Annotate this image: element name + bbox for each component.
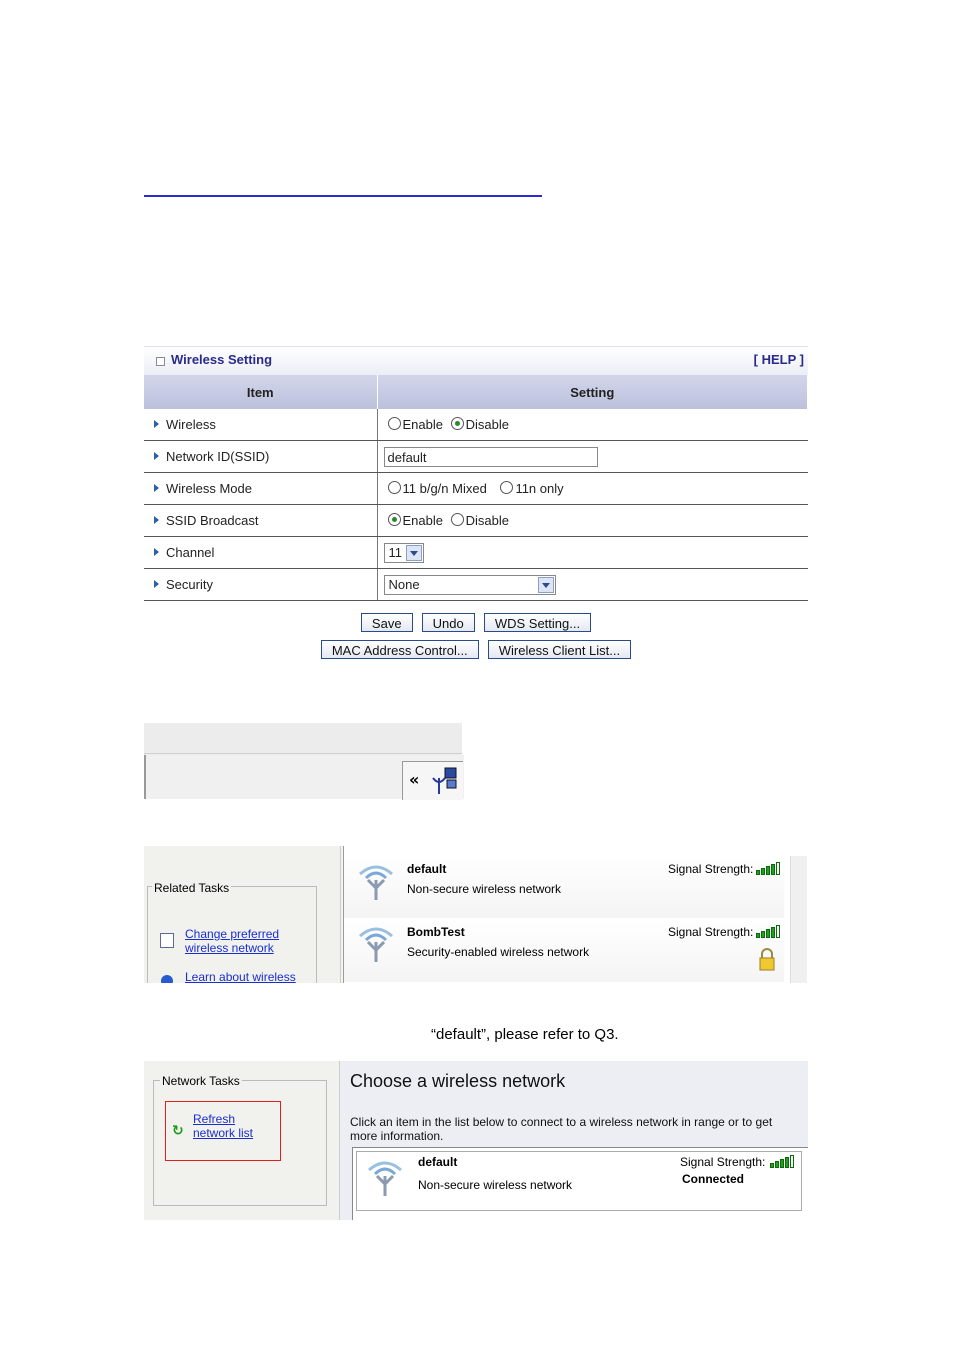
channel-select[interactable]: [384, 543, 425, 563]
mode-mixed-label: 11 b/g/n Mixed: [402, 481, 487, 496]
save-button[interactable]: Save: [361, 613, 413, 632]
connection-status: Connected: [682, 1172, 745, 1186]
broadcast-disable-label: Disable: [465, 513, 509, 528]
channel-value: 11: [388, 545, 402, 560]
scrollbar[interactable]: [790, 856, 807, 983]
network-list: [343, 846, 808, 983]
broadcast-enable-label: Enable: [402, 513, 443, 528]
table-row: [144, 441, 808, 473]
broadcast-disable-radio[interactable]: [451, 513, 464, 526]
chevron-down-icon[interactable]: [406, 545, 422, 561]
info-icon: [161, 975, 173, 983]
signal-strength-label: Signal Strength:: [680, 1155, 766, 1169]
wireless-disable-radio[interactable]: [451, 417, 464, 430]
lock-icon: [758, 948, 776, 972]
expand-tray-icon[interactable]: «: [409, 770, 420, 789]
row-label-broadcast: SSID Broadcast: [144, 505, 377, 537]
wds-setting-button[interactable]: WDS Setting...: [484, 613, 591, 632]
page-title: Choose a wireless network: [350, 1071, 566, 1091]
signal-strength-label: Signal Strength:: [668, 862, 754, 876]
link-line-1[interactable]: Refresh: [193, 1112, 236, 1126]
network-description: Non-secure wireless network: [418, 1178, 573, 1192]
chevron-down-icon[interactable]: [538, 577, 554, 593]
refresh-network-list-link[interactable]: [193, 1112, 253, 1140]
button-row-2: [144, 640, 808, 659]
choose-wireless-network-screenshot: [144, 1061, 808, 1220]
ssid-input[interactable]: default: [384, 447, 598, 467]
mode-11n-radio[interactable]: [500, 481, 513, 494]
security-value: None: [388, 577, 420, 592]
table-row: [144, 473, 808, 505]
network-name: default: [418, 1155, 458, 1169]
signal-bars-icon: [770, 1155, 794, 1168]
preferred-network-icon: [160, 933, 174, 948]
hyperlink-underline: [144, 195, 542, 197]
settings-table: [144, 375, 808, 601]
network-description: Security-enabled wireless network: [407, 945, 590, 959]
link-line-2[interactable]: network list: [193, 1126, 254, 1140]
list-item[interactable]: [356, 1151, 802, 1211]
list-item[interactable]: [344, 856, 784, 918]
mac-address-control-button[interactable]: MAC Address Control...: [321, 640, 479, 659]
task-sidebar: [144, 846, 341, 983]
wireless-enable-radio[interactable]: [388, 417, 401, 430]
help-link[interactable]: [ HELP ]: [753, 352, 804, 367]
change-preferred-link[interactable]: [185, 927, 279, 955]
caption-text: “default”, please refer to Q3.: [431, 1026, 619, 1043]
wireless-antenna-icon: [365, 1158, 405, 1198]
divider: [144, 753, 462, 754]
link-line-1[interactable]: Change preferred: [185, 927, 280, 941]
list-item[interactable]: [344, 920, 784, 982]
row-label-security: Security: [144, 569, 377, 601]
signal-strength-label: Signal Strength:: [668, 925, 754, 939]
table-row: [144, 537, 808, 569]
network-list: [352, 1147, 808, 1220]
wireless-network-list-screenshot: [144, 846, 808, 983]
security-select[interactable]: [384, 575, 556, 595]
signal-bars-icon: [756, 862, 780, 875]
panel-title: Wireless Setting: [171, 352, 273, 367]
taskbar-screenshot: [144, 723, 462, 799]
wireless-client-list-button[interactable]: Wireless Client List...: [488, 640, 631, 659]
broadcast-enable-radio[interactable]: [388, 513, 401, 526]
wireless-enable-label: Enable: [402, 417, 443, 432]
wireless-disable-label: Disable: [465, 417, 509, 432]
table-row: [144, 569, 808, 601]
column-header-item: Item: [144, 375, 377, 409]
wireless-antenna-icon: [356, 924, 396, 964]
panel-header: [144, 346, 808, 375]
choose-network-main: [340, 1061, 808, 1220]
instructions-text: Click an item in the list below to connect to a wireless network in range or to get more information.: [350, 1115, 773, 1143]
mode-11n-label: 11n only: [515, 481, 564, 496]
network-tasks-sidebar: [144, 1061, 340, 1220]
column-header-setting: Setting: [377, 375, 808, 409]
wireless-network-icon[interactable]: [431, 766, 459, 796]
related-tasks-heading: Related Tasks: [154, 881, 230, 895]
link-line-2[interactable]: wireless network: [185, 941, 274, 955]
undo-button[interactable]: Undo: [422, 613, 475, 632]
row-label-ssid: Network ID(SSID): [144, 441, 377, 473]
network-description: Non-secure wireless network: [407, 882, 562, 896]
network-name: BombTest: [407, 925, 465, 939]
learn-about-wireless-link[interactable]: Learn about wireless: [185, 970, 296, 983]
signal-bars-icon: [756, 925, 780, 938]
table-row: [144, 505, 808, 537]
system-tray: [402, 761, 463, 800]
refresh-icon: ↻: [172, 1123, 184, 1139]
network-tasks-heading: Network Tasks: [162, 1074, 240, 1088]
panel-bullet-icon: [156, 357, 165, 366]
table-row: [144, 409, 808, 441]
wireless-setting-panel: [144, 346, 808, 658]
network-name: default: [407, 862, 447, 876]
row-label-mode: Wireless Mode: [144, 473, 377, 505]
button-row-1: [144, 613, 808, 632]
row-label-wireless: Wireless: [144, 409, 377, 441]
row-label-channel: Channel: [144, 537, 377, 569]
mode-mixed-radio[interactable]: [388, 481, 401, 494]
wireless-antenna-icon: [356, 862, 396, 902]
